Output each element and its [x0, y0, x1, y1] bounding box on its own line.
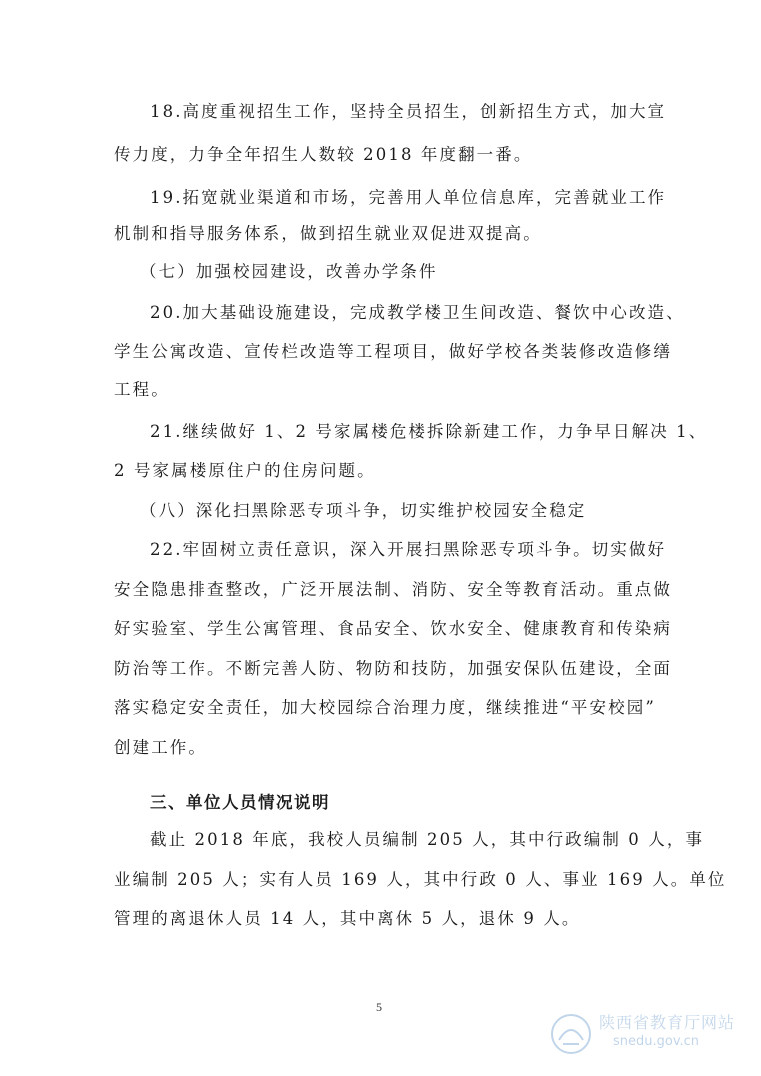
watermark-url: snedu.gov.cn — [613, 1034, 700, 1049]
section-3-heading: 三、单位人员情况说明 — [150, 793, 330, 812]
subheading-7: （七）加强校园建设，改善办学条件 — [140, 262, 438, 281]
subheading-8: （八）深化扫黑除恶专项斗争，切实维护校园安全稳定 — [140, 501, 587, 520]
page-number: 5 — [376, 1000, 382, 1014]
paragraph-20-line-2: 学生公寓改造、宣传栏改造等工程项目，做好学校各类装修改造修缮 — [114, 342, 672, 361]
paragraph-21-line-2: 2 号家属楼原住户的住房问题。 — [114, 461, 376, 480]
paragraph-20-line-1: 20.加大基础设施建设，完成教学楼卫生间改造、餐饮中心改造、 — [150, 303, 685, 322]
paragraph-22-line-6: 创建工作。 — [114, 738, 207, 757]
paragraph-22-line-4: 防治等工作。不断完善人防、物防和技防，加强安保队伍建设，全面 — [114, 659, 672, 678]
staff-paragraph-line-2: 业编制 205 人；实有人员 169 人，其中行政 0 人、事业 169 人。单位 — [114, 870, 727, 889]
staff-paragraph-line-3: 管理的离退休人员 14 人，其中离休 5 人，退休 9 人。 — [114, 909, 581, 928]
paragraph-20-line-3: 工程。 — [114, 380, 170, 399]
paragraph-22-line-3: 好实验室、学生公寓管理、食品安全、饮水安全、健康教育和传染病 — [114, 619, 672, 638]
watermark — [547, 1006, 747, 1062]
watermark-logo-icon — [547, 1010, 595, 1058]
watermark-text: 陕西省教育厅网站 — [599, 1013, 736, 1032]
paragraph-18-line-2: 传力度，力争全年招生人数较 2018 年度翻一番。 — [114, 145, 533, 164]
paragraph-19-line-2: 机制和指导服务体系，做到招生就业双促进双提高。 — [114, 224, 542, 243]
staff-paragraph-line-1: 截止 2018 年底，我校人员编制 205 人，其中行政编制 0 人，事 — [150, 830, 705, 849]
paragraph-19-line-1: 19.拓宽就业渠道和市场，完善用人单位信息库，完善就业工作 — [150, 188, 667, 207]
paragraph-21-line-1: 21.继续做好 1、2 号家属楼危楼拆除新建工作，力争早日解决 1、 — [150, 422, 708, 441]
paragraph-22-line-2: 安全隐患排查整改，广泛开展法制、消防、安全等教育活动。重点做 — [114, 580, 672, 599]
paragraph-22-line-5: 落实稳定安全责任，加大校园综合治理力度，继续推进“平安校园” — [114, 698, 656, 717]
paragraph-18-line-1: 18.高度重视招生工作，坚持全员招生，创新招生方式，加大宣 — [150, 102, 667, 121]
paragraph-22-line-1: 22.牢固树立责任意识，深入开展扫黑除恶专项斗争。切实做好 — [150, 540, 667, 559]
